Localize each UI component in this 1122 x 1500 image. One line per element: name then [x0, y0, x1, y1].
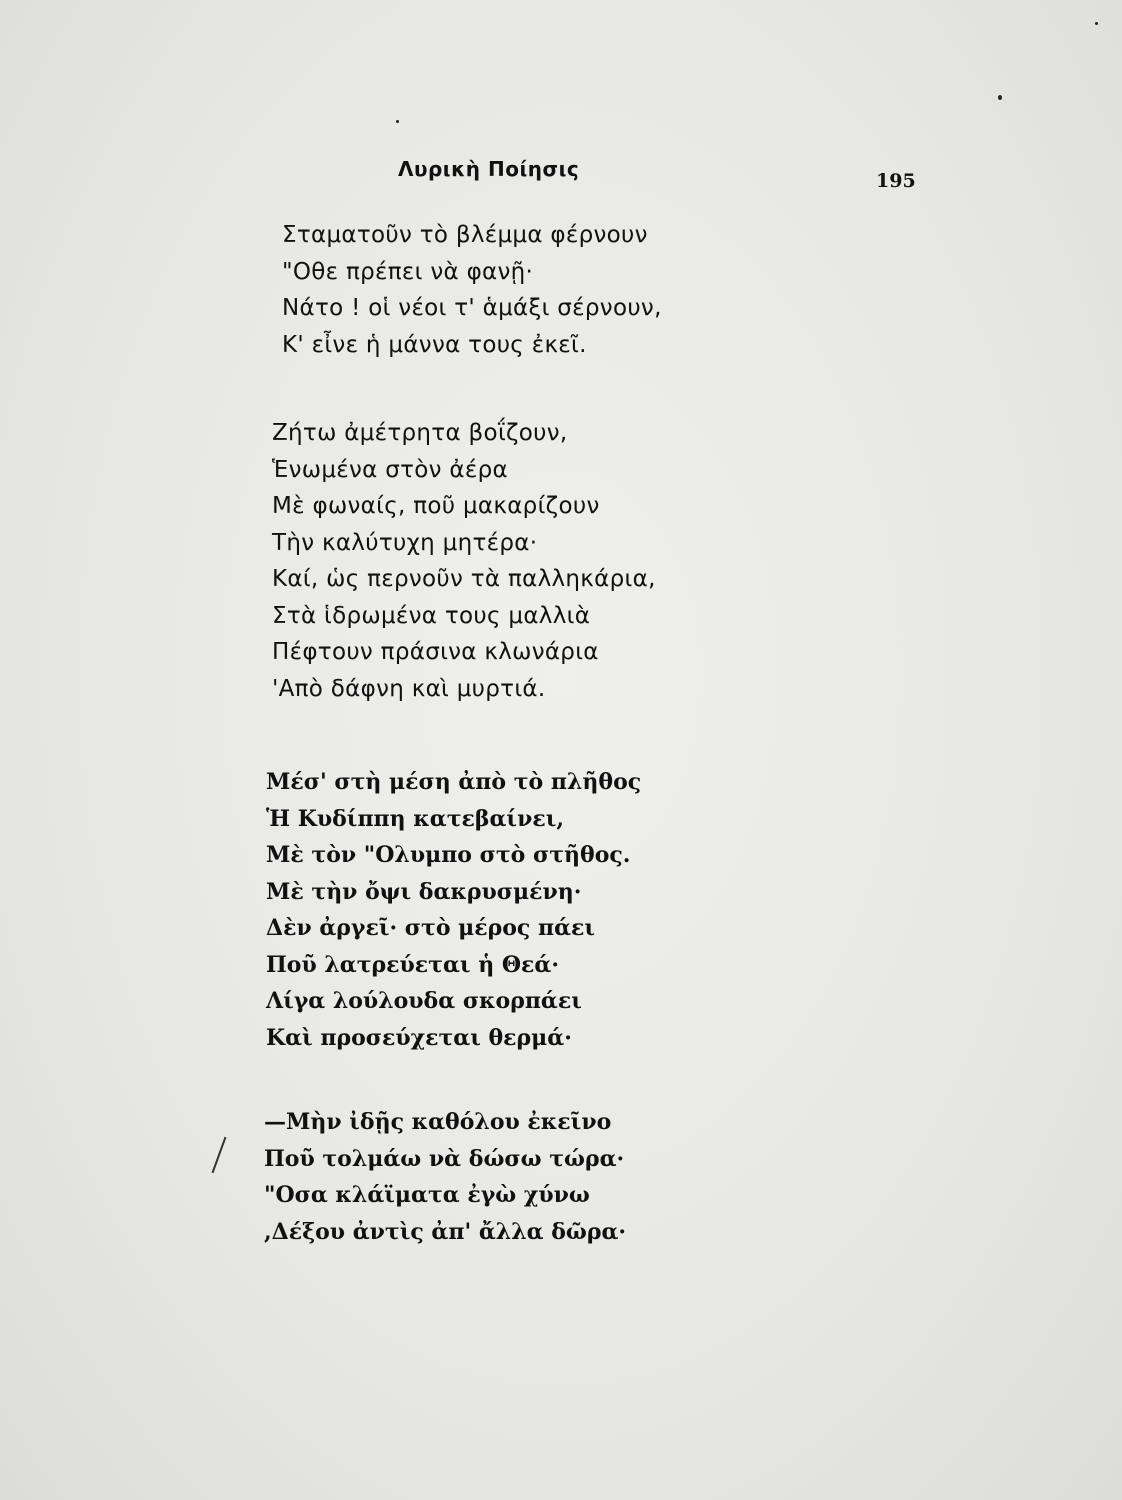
verse-line: —Μὴν ἰδῇς καθόλου ἐκεῖνο — [264, 1109, 612, 1135]
stanza-3 — [266, 764, 641, 1056]
verse-line: Μὲ τὸν "Ολυμπο στὸ στῆθος. — [266, 842, 631, 868]
verse-line: 'Απὸ δάφνη καὶ μυρτιά. — [272, 675, 546, 702]
verse-line: Μὲ φωναίς, ποῦ μακαρίζουν — [272, 493, 600, 519]
verse-line: Ζήτω ἀμέτρητα βοΐζουν, — [272, 420, 568, 446]
paper-speck — [998, 95, 1002, 100]
verse-line: Νάτο ! οἱ νέοι τ' ἁμάξι σέρνουν, — [282, 295, 662, 321]
stanza-4 — [264, 1104, 626, 1250]
verse-line: Τὴν καλύτυχη μητέρα· — [272, 529, 538, 556]
stanza-1 — [282, 217, 662, 363]
page-number: 195 — [876, 170, 916, 192]
verse-line: Λίγα λούλουδα σκορπάει — [266, 988, 582, 1014]
verse-line: "Οθε πρέπει νὰ φανῇ· — [282, 258, 534, 285]
verse-line: Πέφτουν πράσινα κλωνάρια — [272, 639, 599, 665]
verse-line: ,Δέξου ἀντὶς ἀπ' ἄλλα δῶρα· — [264, 1218, 627, 1245]
verse-line: Μὲ τὴν ὄψι δακρυσμένη· — [266, 878, 582, 905]
running-title: Λυρικὴ Ποίησις — [398, 157, 580, 181]
verse-line: Δὲν ἀργεῖ· στὸ μέρος πάει — [266, 915, 596, 941]
verse-line: Ποῦ τολμάω νὰ δώσω τώρα· — [264, 1145, 625, 1172]
verse-line: Στὰ ἱδρωμένα τους μαλλιὰ — [272, 602, 591, 629]
verse-line: "Οσα κλάϊματα ἐγὼ χύνω — [264, 1182, 590, 1208]
verse-line: Καὶ προσεύχεται θερμά· — [266, 1024, 572, 1051]
verse-line: Ἑνωμένα στὸν ἀέρα — [272, 456, 508, 483]
paper-speck — [396, 120, 399, 123]
verse-line: Μέσ' στὴ μέση ἀπὸ τὸ πλῆθος — [266, 769, 642, 795]
paper-speck — [1095, 22, 1098, 25]
paper-scratch — [212, 1137, 227, 1173]
stanza-2 — [272, 415, 656, 707]
verse-line: Σταματοῦν τὸ βλέμμα φέρνουν — [282, 222, 648, 248]
verse-line: Ἡ Κυδίππη κατεβαίνει, — [266, 805, 565, 832]
verse-line: Ποῦ λατρεύεται ἡ Θεά· — [266, 951, 559, 978]
verse-line: Κ' εἶνε ἡ μάννα τους ἐκεῖ. — [282, 331, 587, 358]
verse-line: Καί, ὡς περνοῦν τὰ παλληκάρια, — [272, 566, 656, 592]
